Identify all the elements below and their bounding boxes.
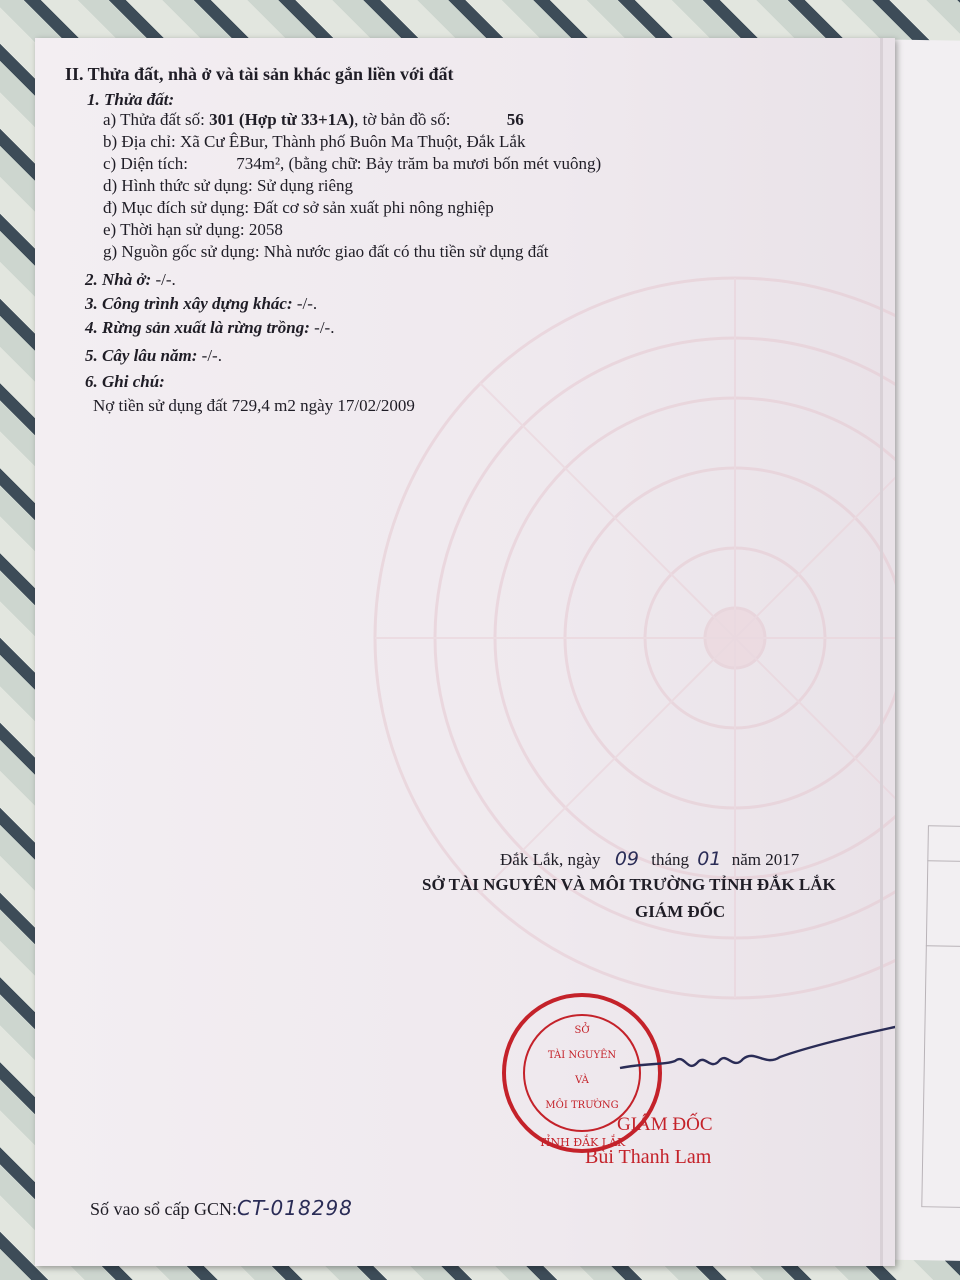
signer-name: Bùi Thanh Lam (585, 1146, 712, 1168)
house-row (85, 270, 176, 290)
drum-watermark (365, 268, 895, 1008)
signer-title: GIÁM ĐỐC (617, 1114, 713, 1135)
land-heading: 1. Thửa đất: (87, 90, 175, 109)
date-day: 09 (614, 848, 639, 870)
map-sheet-label: , tờ bản đồ số: (354, 110, 451, 129)
position-title: GIÁM ĐỐC (635, 902, 726, 921)
land-number-value: 301 (Hợp từ 33+1A) (209, 110, 355, 129)
date-month-label: tháng (651, 850, 690, 869)
construction-row (85, 294, 317, 314)
certificate-page (35, 38, 895, 1266)
agency-name: SỞ TÀI NGUYÊN VÀ MÔI TRƯỜNG TỈNH ĐẮK LẮK (422, 875, 836, 894)
svg-text:TỈNH ĐẮK LẮK: TỈNH ĐẮK LẮK (538, 1136, 626, 1149)
perennial-row (85, 346, 222, 366)
svg-text:SỞ: SỞ (574, 1025, 590, 1036)
map-sheet-value: 56 (506, 110, 524, 129)
note-text: Nợ tiền sử dụng đất 729,4 m2 ngày 17/02/2009 (93, 396, 415, 415)
usage-origin-row: g) Nguồn gốc sử dụng: Nhà nước giao đất có thu tiền sử dụng đất (103, 242, 549, 261)
usage-form-row: d) Hình thức sử dụng: Sử dụng riêng (103, 176, 354, 195)
usage-purpose-row: đ) Mục đích sử dụng: Đất cơ sở sản xuất phi nông nghiệp (103, 198, 494, 217)
registry-number: CT-018298 (237, 1196, 353, 1220)
registry-label: Số vao sổ cấp GCN: (90, 1199, 237, 1219)
construction-value: -/-. (292, 294, 318, 313)
date-year: năm 2017 (731, 850, 800, 869)
area-label: c) Diện tích: (103, 154, 188, 173)
forest-label: 4. Rừng sản xuất là rừng trồng: (85, 318, 310, 337)
svg-text:VÀ: VÀ (575, 1075, 589, 1086)
svg-text:TÀI NGUYÊN: TÀI NGUYÊN (547, 1050, 617, 1061)
registry-line (90, 1196, 353, 1220)
section-title: II. Thửa đất, nhà ở và tài sản khác gắn liền với đất (65, 64, 454, 84)
handwritten-signature (615, 1023, 895, 1093)
date-month: 01 (697, 848, 722, 870)
note-heading: 6. Ghi chú: (85, 372, 165, 391)
forest-value: -/-. (309, 318, 335, 337)
house-label: 2. Nhà ở: (85, 270, 152, 289)
perennial-value: -/-. (197, 346, 222, 365)
adjacent-page-table (921, 825, 960, 1208)
svg-text:MÔI TRƯỜNG: MÔI TRƯỜNG (545, 1100, 619, 1111)
address-row: b) Địa chỉ: Xã Cư ÊBur, Thành phố Buôn Ma Thuột, Đắk Lắk (103, 132, 526, 151)
area-row (103, 154, 601, 174)
date-line (500, 848, 799, 870)
forest-row (85, 318, 334, 338)
date-prefix: Đắk Lắk, ngày (500, 850, 601, 869)
perennial-label: 5. Cây lâu năm: (85, 346, 198, 365)
usage-term-row: e) Thời hạn sử dụng: 2058 (103, 220, 283, 239)
construction-label: 3. Công trình xây dựng khác: (85, 294, 293, 313)
land-number-label: a) Thửa đất số: (103, 110, 205, 129)
land-number-row (103, 110, 524, 130)
area-value: 734m², (bằng chữ: Bảy trăm ba mươi bốn mét vuông) (236, 154, 602, 173)
house-value: -/-. (151, 270, 176, 289)
